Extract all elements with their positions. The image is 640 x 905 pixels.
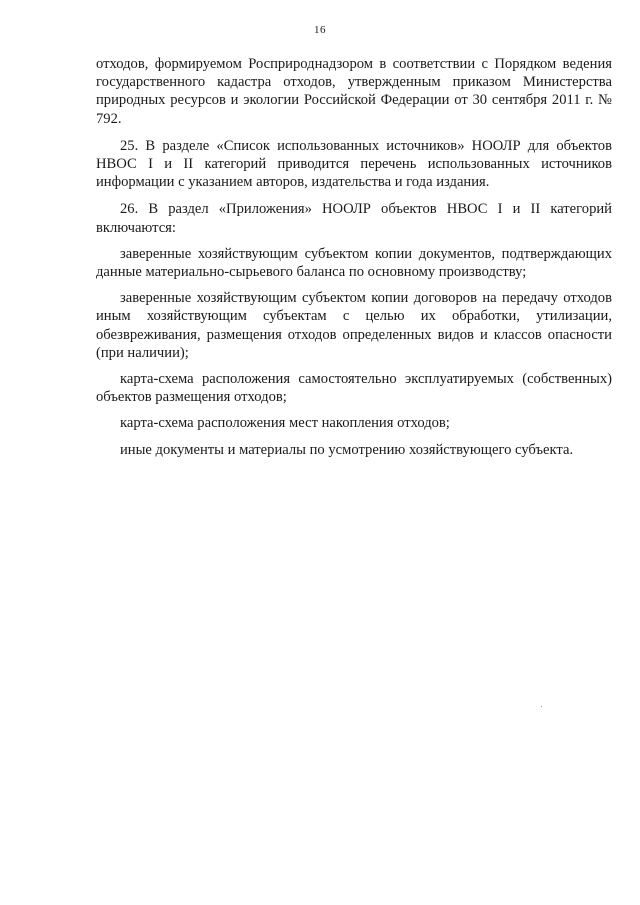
document-body bbox=[96, 55, 612, 459]
list-item-copies-of-documents: заверенные хозяйствующим субъектом копии документов, подтверждающих данные материально-сырьевого баланса по основному производству; bbox=[96, 245, 612, 281]
list-item-map-own-facilities: карта-схема расположения самостоятельно эксплуатируемых (собственных) объектов размещения отходов; bbox=[96, 371, 612, 406]
paragraph-item-25: 25. В разделе «Список использованных источников» НООЛР для объектов НВОС I и II категорий приводится перечень использованных источников информации с указанием авторов, издательства и года издания. bbox=[96, 137, 612, 191]
list-item-copies-of-contracts: заверенные хозяйствующим субъектом копии договоров на передачу отходов иным хозяйствующим субъектам с целью их обработки, утилизации, обезвреживания, размещения отходов определенных видов и классов опасности (при наличии); bbox=[96, 290, 612, 361]
scan-artifact-dot bbox=[541, 706, 542, 707]
paragraph-item-26: 26. В раздел «Приложения» НООЛР объектов НВОС I и II категорий включаются: bbox=[96, 201, 612, 236]
list-item-other-documents: иные документы и материалы по усмотрению хозяйствующего субъекта. bbox=[120, 441, 574, 458]
page-number: 16 bbox=[314, 24, 326, 36]
list-item-map-accumulation-sites: карта-схема расположения мест накопления отходов; bbox=[120, 415, 450, 432]
paragraph-continuation: отходов, формируемом Росприроднадзором в соответствии с Порядком ведения государственного кадастра отходов, утвержденным приказом Министерства природных ресурсов и экологии Российской Федерации от 30 сентября 2011 г. № 792. bbox=[96, 56, 612, 127]
